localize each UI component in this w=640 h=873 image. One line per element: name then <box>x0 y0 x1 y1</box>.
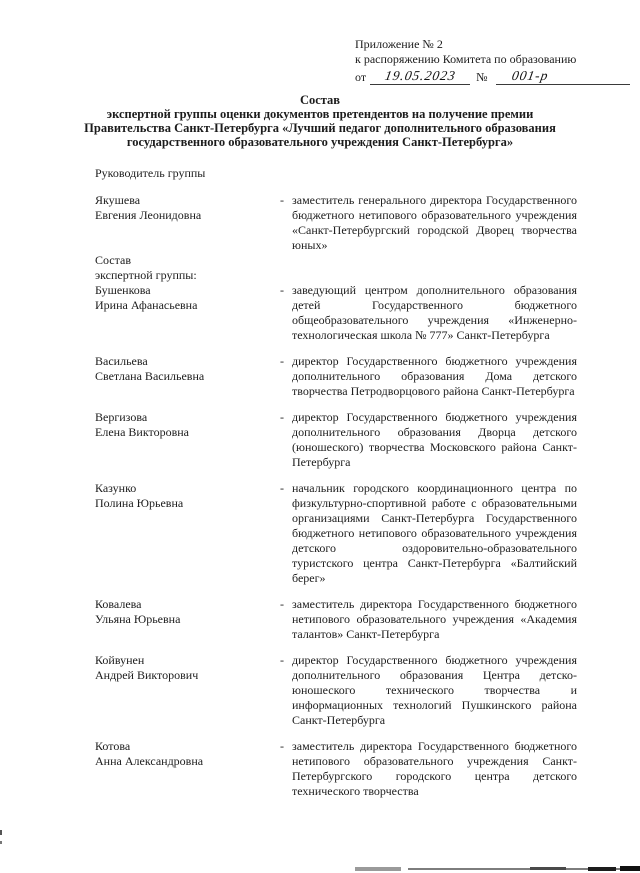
title-line-4: государственного образовательного учреждения Санкт-Петербурга» <box>126 135 514 149</box>
member-surname: Койвунен <box>95 653 145 667</box>
dash-separator: - <box>280 193 284 207</box>
annex-reference-block <box>355 37 640 85</box>
member-role: директор Государственного бюджетного учреждения дополнительного образования Дома детского творчества Петродворцового района Санкт-Петербурга <box>292 354 577 398</box>
no-label: № <box>476 70 488 84</box>
member-surname: Котова <box>95 739 131 753</box>
member-role: заместитель генерального директора Государственного бюджетного нетипового образовательного учреждения «Санкт-Петербургский городской Дворец творчества юных» <box>292 193 577 252</box>
member-surname: Бушенкова <box>95 283 151 297</box>
member-firstname: Евгения Леонидовна <box>95 208 202 222</box>
member-firstname: Ирина Афанасьевна <box>95 298 198 312</box>
title-line-1: Состав <box>299 93 341 107</box>
member-firstname: Светлана Васильевна <box>95 369 205 383</box>
member-entry <box>95 283 577 343</box>
order-reference: к распоряжению Комитета по образованию <box>355 52 577 66</box>
member-name <box>95 283 280 343</box>
member-role: начальник городского координационного центра по физкультурно-спортивной работе с образовательными организациями Санкт-Петербурга Государственного бюджетного нетипового образовательного учреждения детского оздоровительно-образовательного туристского центра Санкт-Петербурга «Балтийский берег» <box>292 481 577 585</box>
member-surname: Казунко <box>95 481 137 495</box>
member-surname: Васильева <box>95 354 148 368</box>
member-entry <box>95 481 577 586</box>
member-entry <box>95 739 577 799</box>
member-name <box>95 739 280 799</box>
member-name <box>95 653 280 728</box>
member-firstname: Ульяна Юрьевна <box>95 612 181 626</box>
date-number-line <box>355 68 640 85</box>
member-entry <box>95 354 577 399</box>
member-name <box>95 597 280 642</box>
scan-artifact <box>620 866 640 871</box>
member-firstname: Полина Юрьевна <box>95 496 184 510</box>
composition-label <box>95 253 640 283</box>
dash-separator: - <box>280 283 284 297</box>
number-field <box>496 68 630 85</box>
member-role: директор Государственного бюджетного учреждения дополнительного образования Дворца детского (юношеского) творчества Московского района Санкт-Петербурга <box>292 410 577 469</box>
dash-separator: - <box>280 739 284 753</box>
scan-artifact <box>0 830 2 835</box>
title-line-3: Правительства Санкт-Петербурга «Лучший педагог дополнительного образования <box>84 121 556 135</box>
member-role: заместитель директора Государственного бюджетного нетипового образовательного учреждения «Академия талантов» Санкт-Петербурга <box>292 597 577 641</box>
composition-label-line-2: экспертной группы: <box>95 268 197 282</box>
date-handwritten: 19.05.2023 <box>383 68 457 83</box>
scan-artifact <box>355 867 401 871</box>
member-entry-leader <box>95 193 577 253</box>
member-name <box>95 193 280 253</box>
dash-separator: - <box>280 481 284 495</box>
member-role: заместитель директора Государственного бюджетного нетипового образовательного учреждения Санкт-Петербургского городского центра детского технического творчества <box>292 739 577 798</box>
member-firstname: Елена Викторовна <box>95 425 189 439</box>
member-role: заведующий центром дополнительного образования детей Государственного бюджетного общеобразовательного учреждения «Инженерно-технологическая школа № 777» Санкт-Петербурга <box>292 283 577 342</box>
member-firstname: Анна Александровна <box>95 754 204 768</box>
dash-separator: - <box>280 653 284 667</box>
member-name <box>95 481 280 586</box>
scan-artifact <box>0 841 2 844</box>
dash-separator: - <box>280 410 284 424</box>
dash-separator: - <box>280 597 284 611</box>
group-leader-label: Руководитель группы <box>95 166 206 180</box>
member-surname: Ковалева <box>95 597 142 611</box>
title-line-2: экспертной группы оценки документов претендентов на получение премии <box>106 107 534 121</box>
scan-artifact <box>530 867 566 870</box>
composition-label-line-1: Состав <box>95 253 132 267</box>
member-name <box>95 410 280 470</box>
member-entry <box>95 410 577 470</box>
member-surname: Якушева <box>95 193 141 207</box>
number-handwritten: 001-р <box>510 68 550 83</box>
from-label: от <box>355 70 367 84</box>
date-field <box>370 68 470 85</box>
dash-separator: - <box>280 354 284 368</box>
member-entry <box>95 597 577 642</box>
member-name <box>95 354 280 399</box>
annex-number: Приложение № 2 <box>355 37 443 51</box>
member-firstname: Андрей Викторович <box>95 668 199 682</box>
document-title <box>0 93 640 149</box>
member-surname: Вергизова <box>95 410 148 424</box>
scan-artifact <box>588 867 616 871</box>
member-entry <box>95 653 577 728</box>
member-role: директор Государственного бюджетного учреждения дополнительного образования Центра детско-юношеского технического творчества и информационных технологий Пушкинского района Санкт-Петербурга <box>292 653 577 727</box>
